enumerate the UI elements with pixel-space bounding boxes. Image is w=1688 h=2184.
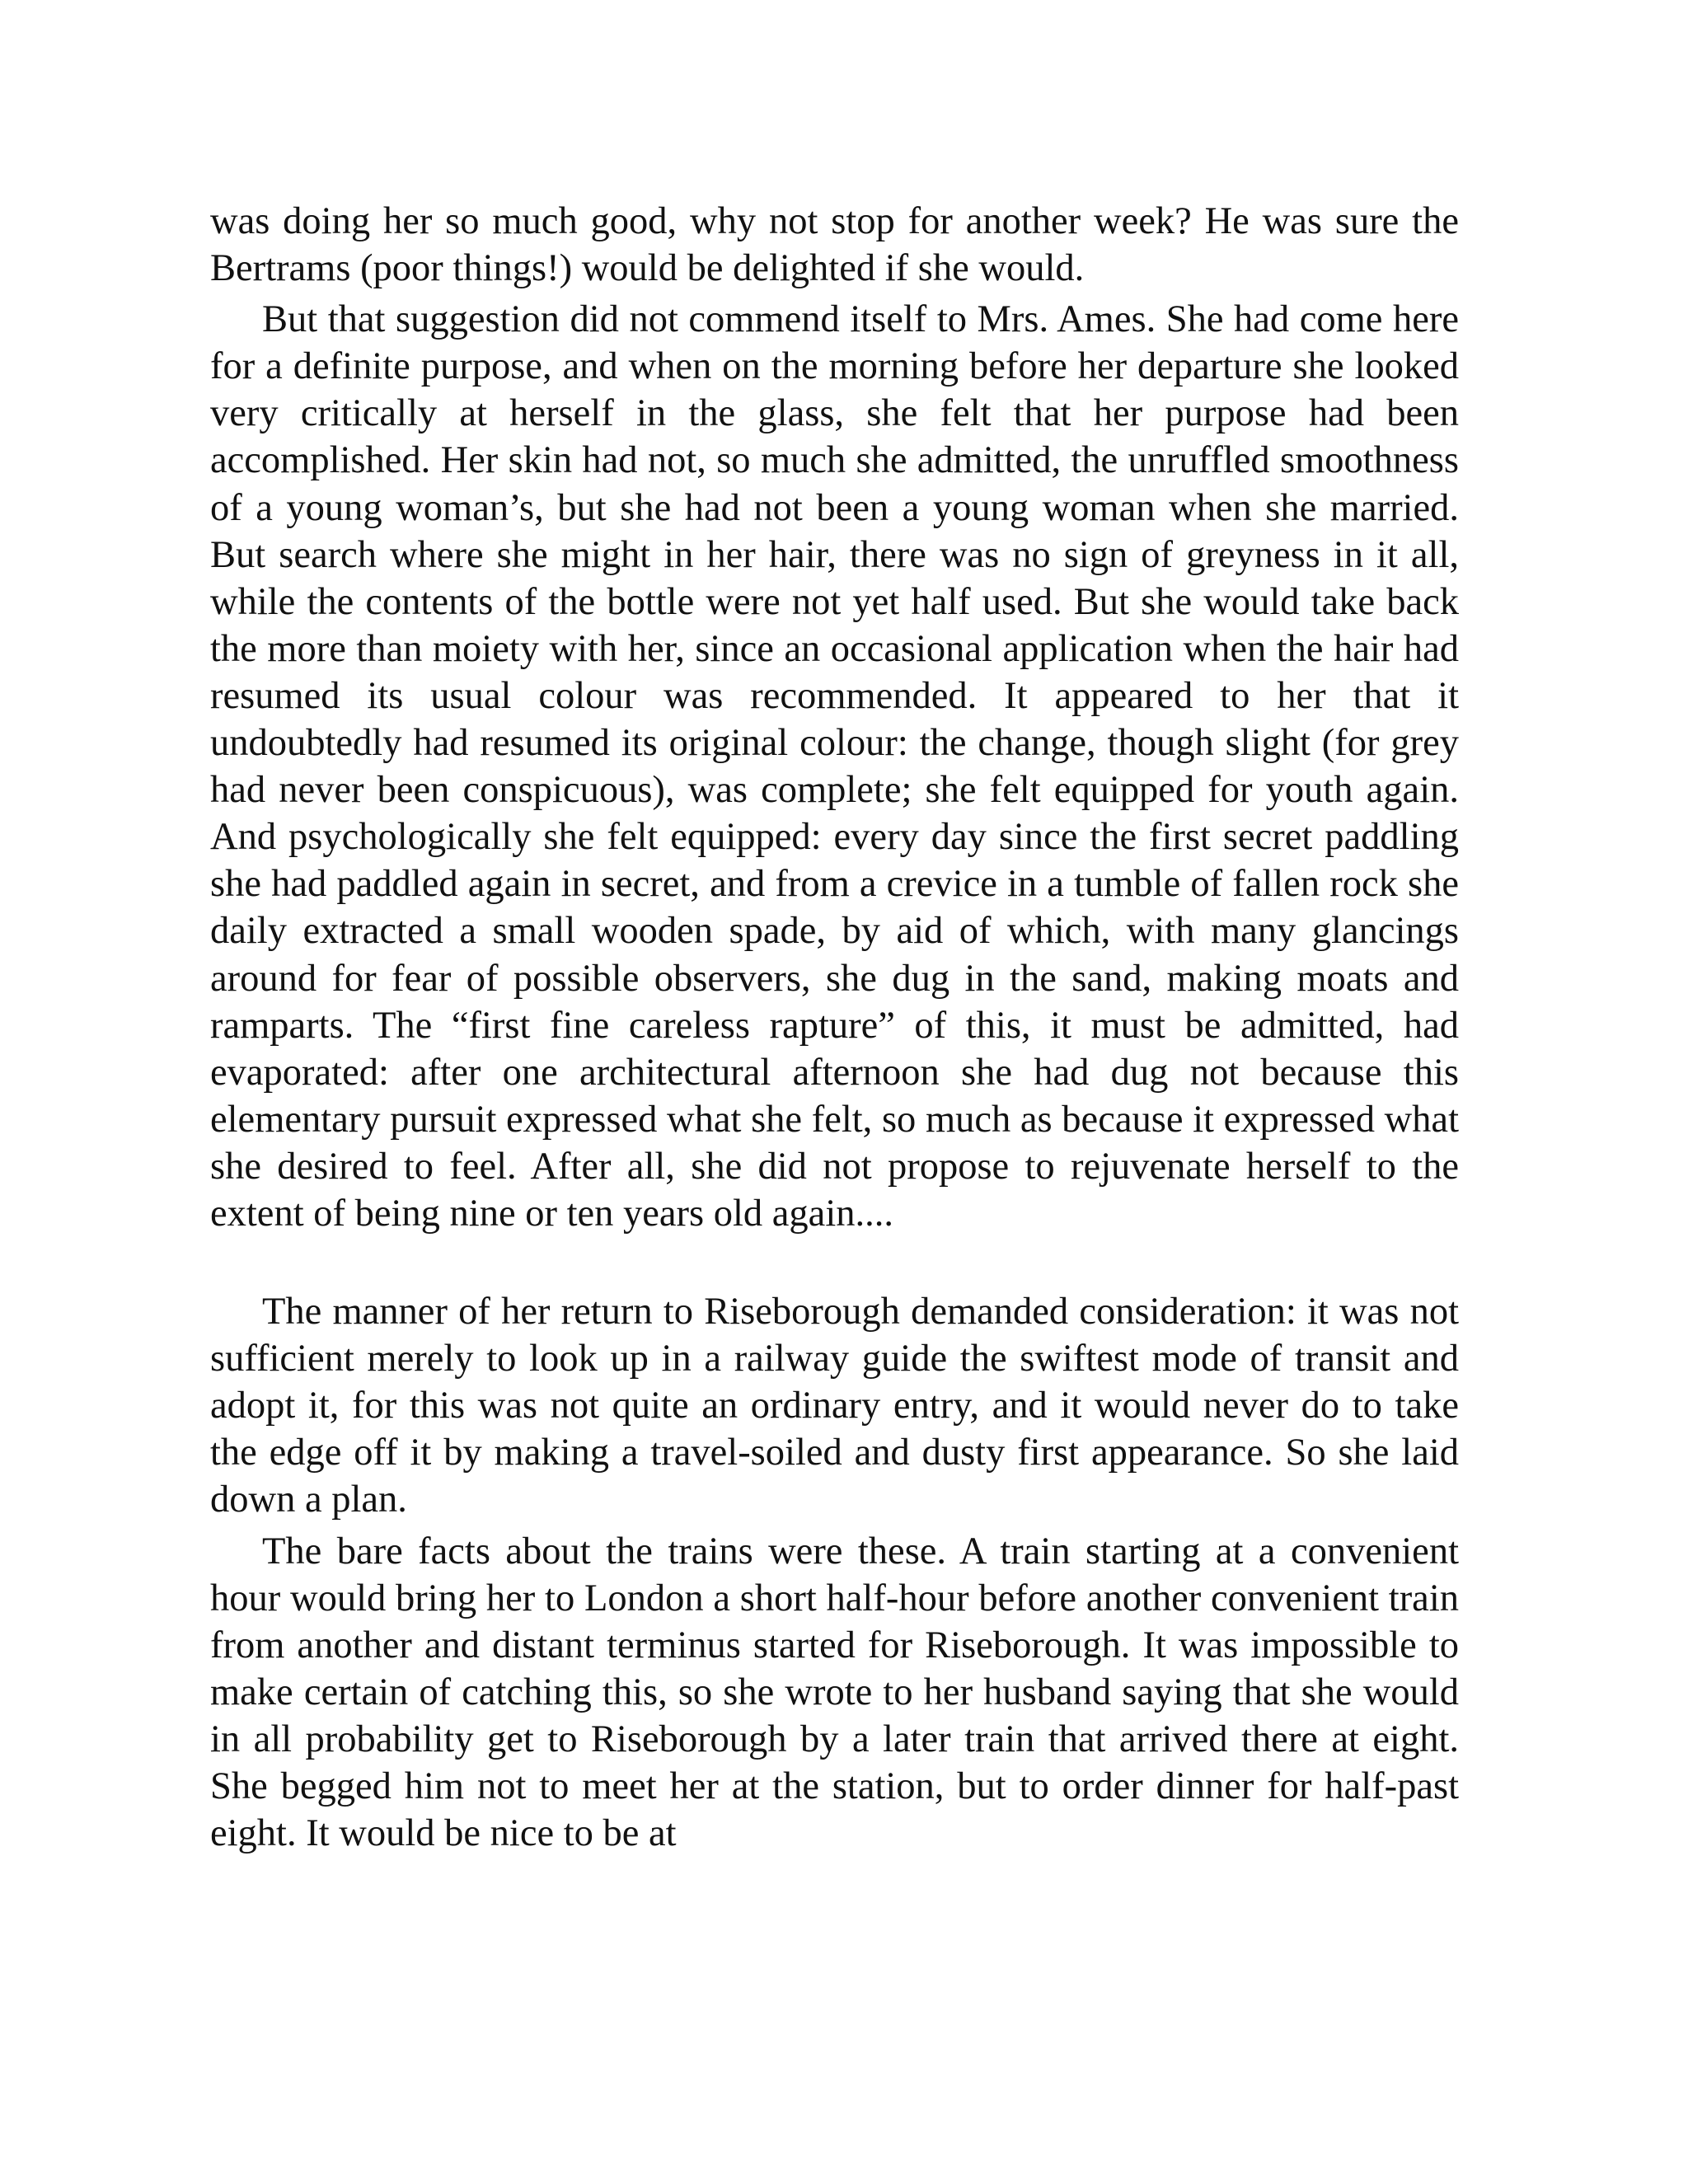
paragraph-mrs-ames-purpose: But that suggestion did not commend itself to Mrs. Ames. She had come here for a definite purpose, and when on the morning before her departure she looked very critically at herself in the glass, she felt that her purpose had been accomplished. Her skin had not, so much she admitted, the unruffled smoothness of a young woman’s, but she had not been a young woman when she married. But search where she might in her hair, there was no sign of greyness in it all, while the contents of the bottle were not yet half used. But she would take back the more than moiety with her, since an occasional application when the hair had resumed its usual colour was recommended. It appeared to her that it undoubtedly had resumed its original colour: the change, though slight (for grey had never been conspicuous), was complete; she felt equipped for youth again. And psychologically she felt equipped: every day since the first secret paddling she had paddled again in secret, and from a crevice in a tumble of fallen rock she daily extracted a small wooden spade, by aid of which, with many glancings around for fear of possible observers, she dug in the sand, making moats and ramparts. The “first fine careless rapture” of this, it must be admitted, had evaporated: after one architectural afternoon she had dug not because this elementary pursuit expressed what she felt, so much as because it expressed what she desired to feel. After all, she did not propose to rejuvenate herself to the extent of being nine or ten years old again.... <box>210 298 1459 1235</box>
section-break <box>210 1237 1459 1288</box>
book-page <box>210 198 1459 1857</box>
paragraph-return-plan: The manner of her return to Riseborough demanded consideration: it was not sufficient merely to look up in a railway guide the swiftest mode of transit and adopt it, for this was not quite an ordinary entry, and it would never do to take the edge off it by making a travel-soiled and dusty first appearance. So she laid down a plan. <box>210 1291 1459 1521</box>
paragraph-trains: The bare facts about the trains were these. A train starting at a convenient hour would bring her to London a short half-hour before another convenient train from another and distant terminus started for Riseborough. It was impossible to make certain of catching this, so she wrote to her husband saying that she would in all probability get to Riseborough by a later train that arrived there at eight. She begged him not to meet her at the station, but to order dinner for half-past eight. It would be nice to be at <box>210 1530 1459 1855</box>
paragraph-continuation: was doing her so much good, why not stop for another week? He was sure the Bertrams (poor things!) would be delighted if she would. <box>210 200 1459 290</box>
